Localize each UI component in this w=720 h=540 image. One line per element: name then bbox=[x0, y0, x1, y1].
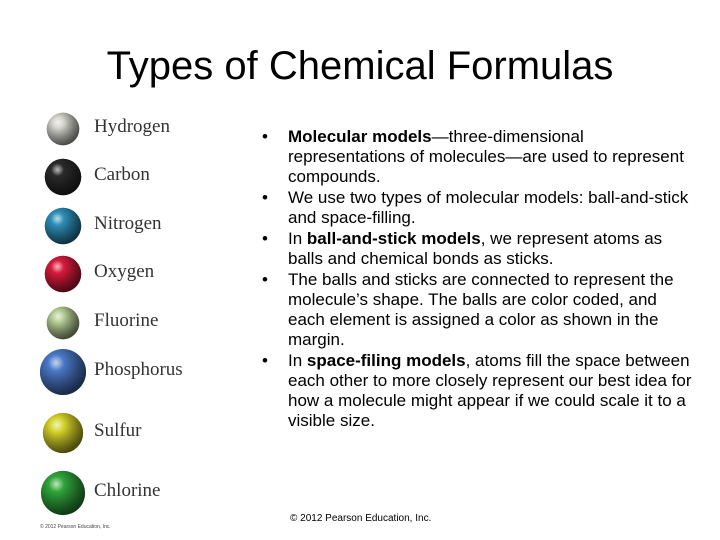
bullet-item bbox=[252, 351, 692, 431]
element-name: Phosphorus bbox=[94, 359, 183, 380]
bullet-bold-term: Molecular models bbox=[288, 127, 432, 146]
fluorine-ball-icon bbox=[46, 306, 80, 340]
nitrogen-ball-icon bbox=[44, 207, 82, 245]
legend-item-phosphorus bbox=[40, 348, 240, 388]
bullet-text: , atoms fill the space between each other to more closely represent our best idea for how a molecule might appear if we could scale it to a visible size. bbox=[288, 351, 692, 430]
legend-item-nitrogen bbox=[40, 202, 240, 242]
legend-item-chlorine bbox=[40, 469, 240, 509]
element-name: Oxygen bbox=[94, 261, 155, 282]
element-name: Nitrogen bbox=[94, 213, 162, 234]
legend-item-carbon bbox=[40, 153, 240, 193]
bullet-list bbox=[252, 127, 692, 432]
chlorine-ball-icon bbox=[40, 470, 86, 516]
element-name: Fluorine bbox=[94, 310, 159, 331]
hydrogen-ball-icon bbox=[46, 112, 80, 146]
element-color-legend bbox=[40, 105, 240, 530]
carbon-ball-icon bbox=[44, 158, 82, 196]
element-name: Carbon bbox=[94, 164, 150, 185]
sulfur-ball-icon bbox=[42, 412, 84, 454]
legend-item-fluorine bbox=[40, 299, 240, 339]
phosphorus-ball-icon bbox=[39, 348, 87, 396]
bullet-bold-term: ball-and-stick models bbox=[306, 229, 481, 248]
bullet-text: We use two types of molecular models: ball-and-stick and space-filling. bbox=[288, 188, 689, 227]
slide-title: Types of Chemical Formulas bbox=[106, 44, 614, 88]
element-name: Chlorine bbox=[94, 480, 161, 501]
legend-credit: © 2012 Pearson Education, Inc. bbox=[40, 524, 111, 530]
legend-item-oxygen bbox=[40, 250, 240, 290]
bullet-text: In bbox=[288, 351, 307, 370]
bullet-text: —three-dimensional representations of molecules—are used to represent compounds. bbox=[288, 127, 684, 186]
element-name: Sulfur bbox=[94, 420, 142, 441]
element-name: Hydrogen bbox=[94, 116, 170, 137]
bullet-item bbox=[252, 270, 692, 350]
bullet-text: The balls and sticks are connected to represent the molecule’s shape. The balls are color coded, and each element is assigned a color as shown in the margin. bbox=[288, 270, 674, 349]
bullet-bold-term: space-filing models bbox=[306, 351, 466, 370]
oxygen-ball-icon bbox=[44, 255, 82, 293]
bullet-item bbox=[252, 188, 692, 228]
bullet-text: In bbox=[288, 229, 307, 248]
legend-item-hydrogen bbox=[40, 105, 240, 145]
bullet-text: , we represent atoms as balls and chemical bonds as sticks. bbox=[288, 229, 663, 268]
bullet-item bbox=[252, 229, 692, 269]
legend-item-sulfur bbox=[40, 409, 240, 449]
bullet-item bbox=[252, 127, 692, 187]
footer-copyright: © 2012 Pearson Education, Inc. bbox=[290, 513, 432, 524]
